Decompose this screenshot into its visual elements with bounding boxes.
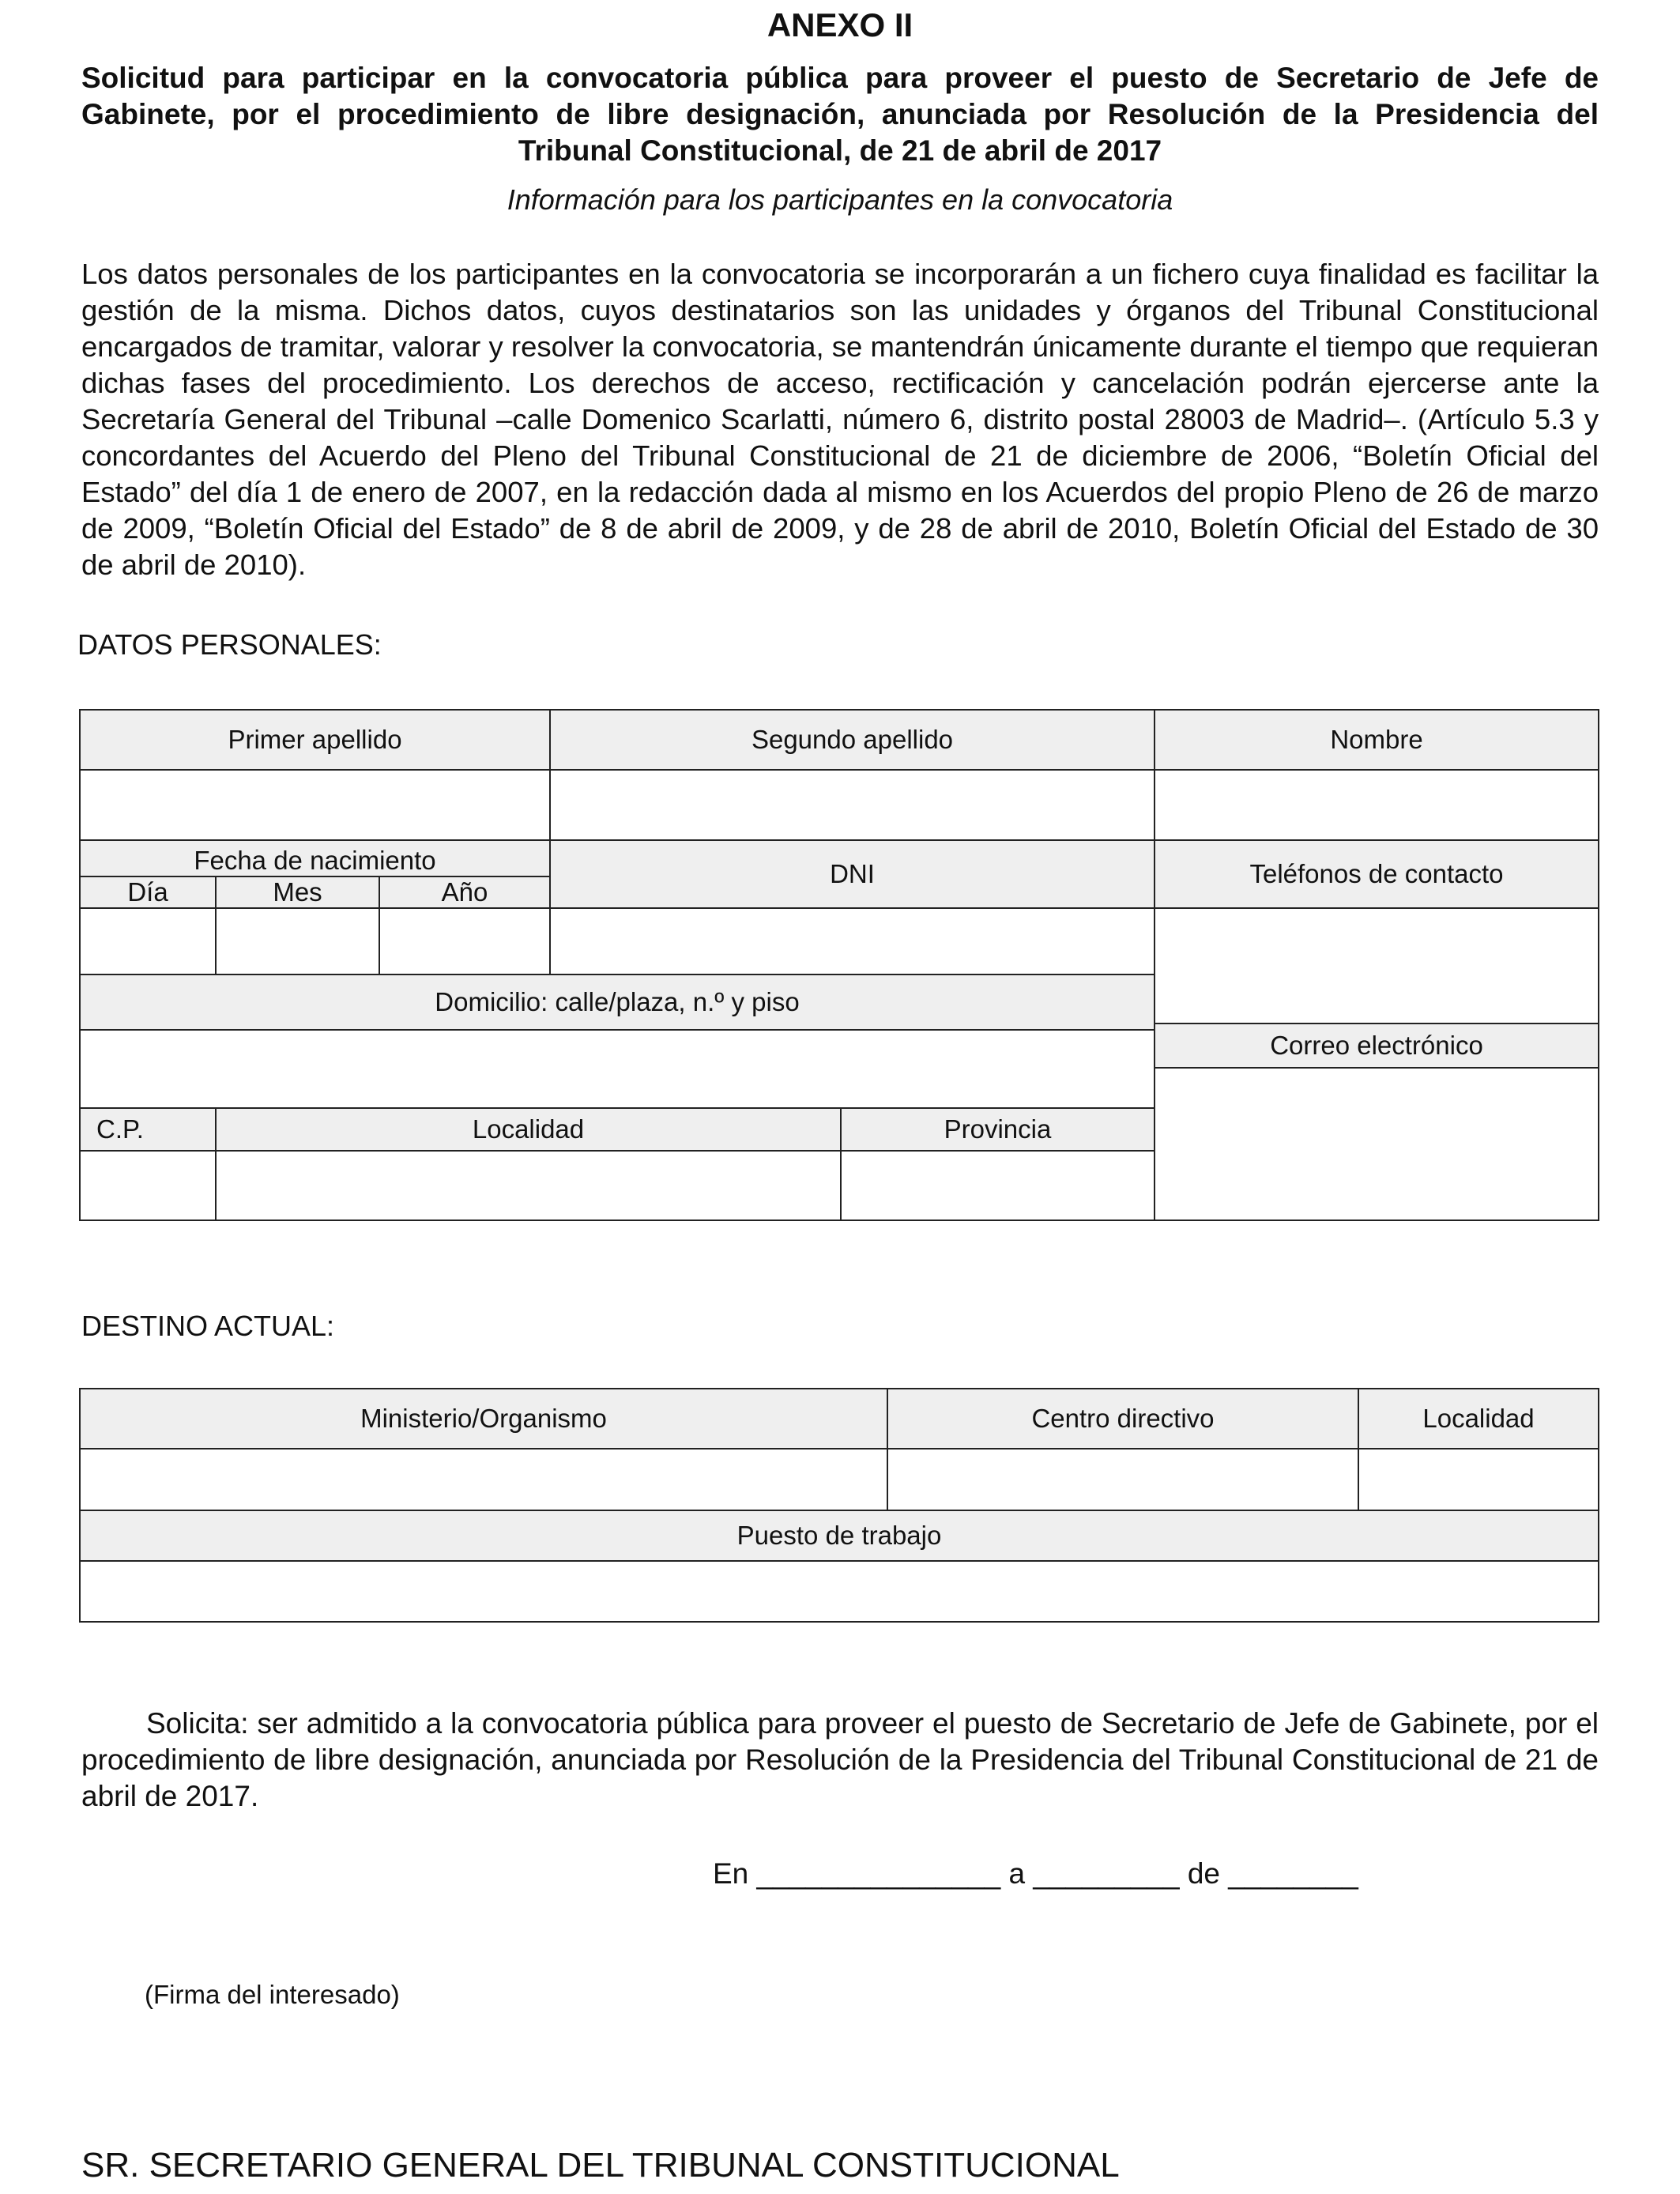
- destinatario: SR. SECRETARIO GENERAL DEL TRIBUNAL CONSTITUCIONAL: [81, 2146, 1120, 2185]
- segundo-apellido-header: Segundo apellido: [551, 711, 1155, 771]
- domicilio-header: Domicilio: calle/plaza, n.º y piso: [81, 975, 1155, 1031]
- privacy-paragraph: Los datos personales de los participantes en la convocatoria se incorporarán a un fichero cuya finalidad es facilitar la gestión de la misma. Dichos datos, cuyos destinatarios son las unidades y órganos del Tribunal Constitucional encargados de tramitar, valorar y resolver la convocatoria, se mantendrán únicamente durante el tiempo que requieran dichas fases del procedimiento. Los derechos de acceso, rectificación y cancelación podrán ejercerse ante la Secretaría General del Tribunal –calle Domenico Scarlatti, número 6, distrito postal 28003 de Madrid–. (Artículo 5.3 y concordantes del Acuerdo del Pleno del Tribunal Constitucional de 21 de diciembre de 2006, “Boletín Oficial del Estado” del día 1 de enero de 2007, en la redacción dada al mismo en los Acuerdos del propio Pleno de 26 de marzo de 2009, “Boletín Oficial del Estado” de 8 de abril de 2009, y de 28 de abril de 2010, Boletín Oficial del Estado de 30 de abril de 2010).: [81, 258, 1599, 581]
- ministerio-field[interactable]: [81, 1449, 888, 1511]
- firma-label: (Firma del interesado): [145, 1980, 400, 2009]
- info-heading: Información para los participantes en la convocatoria: [507, 183, 1173, 216]
- correo-field[interactable]: [1155, 1069, 1598, 1220]
- nombre-field[interactable]: [1155, 771, 1598, 841]
- solicita-paragraph: Solicita: ser admitido a la convocatoria pública para proveer el puesto de Secretario de Jefe de Gabinete, por el procedimiento de libre designación, anunciada por Resolución de la Presidencia del Tribunal Constitucional de 21 de abril de 2017.: [81, 1707, 1599, 1812]
- mes-field[interactable]: [217, 909, 380, 975]
- puesto-field[interactable]: [81, 1562, 1598, 1621]
- domicilio-field[interactable]: [81, 1031, 1155, 1109]
- localidad-destino-field[interactable]: [1359, 1449, 1598, 1511]
- primer-apellido-field[interactable]: [81, 771, 551, 841]
- anio-header: Año: [380, 877, 551, 909]
- centro-field[interactable]: [888, 1449, 1359, 1511]
- datos-personales-title: DATOS PERSONALES:: [77, 628, 382, 661]
- ministerio-header: Ministerio/Organismo: [81, 1389, 888, 1449]
- anio-field[interactable]: [380, 909, 551, 975]
- dia-header: Día: [81, 877, 217, 909]
- fecha-line[interactable]: En _______________ a _________ de ________: [713, 1857, 1358, 1890]
- page-title: ANEXO II: [767, 6, 913, 43]
- primer-apellido-header: Primer apellido: [81, 711, 551, 771]
- cp-header: C.P.: [81, 1109, 217, 1152]
- telefonos-field[interactable]: [1155, 909, 1598, 1024]
- provincia-header: Provincia: [842, 1109, 1155, 1152]
- localidad-header: Localidad: [217, 1109, 842, 1152]
- destino-actual-title: DESTINO ACTUAL:: [81, 1310, 335, 1342]
- centro-header: Centro directivo: [888, 1389, 1359, 1449]
- telefonos-header: Teléfonos de contacto: [1155, 841, 1598, 909]
- correo-header: Correo electrónico: [1155, 1024, 1598, 1069]
- dni-header: DNI: [551, 841, 1155, 909]
- provincia-field[interactable]: [842, 1152, 1155, 1220]
- localidad-field[interactable]: [217, 1152, 842, 1220]
- segundo-apellido-field[interactable]: [551, 771, 1155, 841]
- localidad-destino-header: Localidad: [1359, 1389, 1598, 1449]
- mes-header: Mes: [217, 877, 380, 909]
- cp-field[interactable]: [81, 1152, 217, 1220]
- nombre-header: Nombre: [1155, 711, 1598, 771]
- fecha-nacimiento-header: Fecha de nacimiento: [81, 841, 551, 877]
- personal-data-table: [79, 709, 1599, 1221]
- dni-field[interactable]: [551, 909, 1155, 975]
- document-subtitle: Solicitud para participar en la convocatoria pública para proveer el puesto de Secretario de Jefe de Gabinete, por el procedimiento de libre designación, anunciada por Resolución de la Presidencia del Tribunal Constitucional, de 21 de abril de 2017: [81, 62, 1599, 167]
- dia-field[interactable]: [81, 909, 217, 975]
- puesto-header: Puesto de trabajo: [81, 1511, 1598, 1562]
- destino-table: [79, 1388, 1599, 1623]
